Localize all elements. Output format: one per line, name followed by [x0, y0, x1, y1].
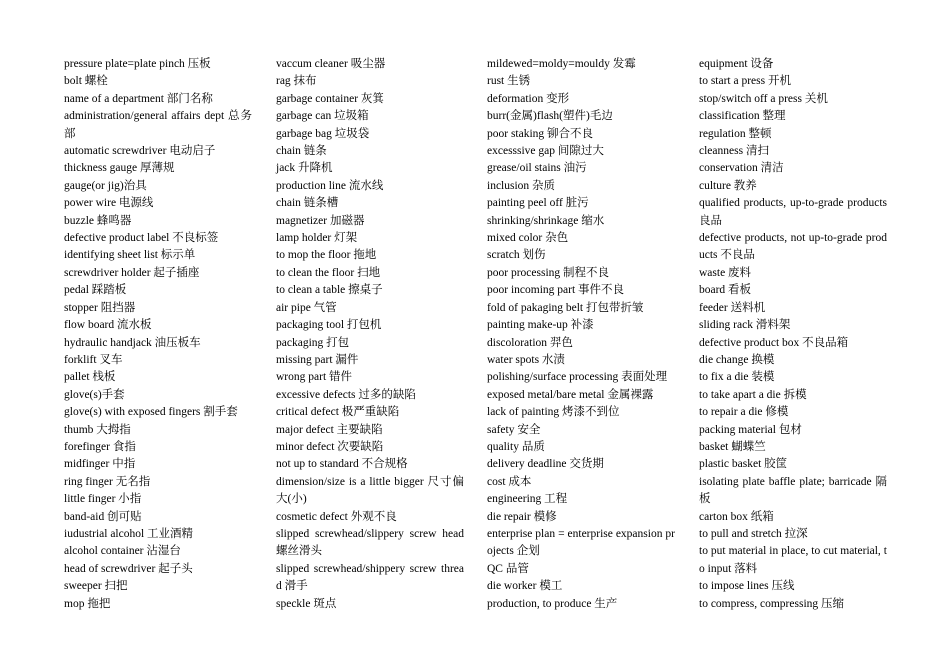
- glossary-entry: to fix a die 装模: [699, 371, 775, 384]
- glossary-entry: slipped screwhead/slippery screw head 螺丝滑头: [276, 527, 464, 558]
- glossary-entry: polishing/surface processing 表面处理: [487, 371, 668, 384]
- glossary-entry: stop/switch off a press 关机: [699, 92, 828, 105]
- glossary-entry: scratch 划伤: [487, 249, 546, 262]
- glossary-entry: to pull and stretch 拉深: [699, 527, 808, 540]
- glossary-entry: defective product label 不良标签: [64, 232, 219, 245]
- glossary-entry: packing material 包材: [699, 423, 802, 436]
- glossary-entry: air pipe 气管: [276, 301, 337, 314]
- glossary-entry: plastic basket 胶筐: [699, 458, 788, 471]
- glossary-entry: shrinking/shrinkage 缩水: [487, 214, 605, 227]
- glossary-entry: lack of painting 烤漆不到位: [487, 406, 620, 419]
- glossary-entry: culture 教养: [699, 179, 757, 192]
- glossary-entry: enterprise plan = enterprise expansion projects 企划: [487, 527, 675, 558]
- glossary-entry: chain 链条: [276, 145, 327, 158]
- glossary-entry: minor defect 次要缺陷: [276, 440, 384, 453]
- glossary-entry: QC 品管: [487, 562, 529, 575]
- glossary-entry: sweeper 扫把: [64, 580, 128, 593]
- glossary-entry: to clean the floor 扫地: [276, 266, 381, 279]
- glossary-entry: bolt 螺栓: [64, 75, 108, 88]
- glossary-entry: identifying sheet list 标示单: [64, 249, 196, 262]
- glossary-entry: slipped screwhead/shippery screw thread 滑手: [276, 562, 464, 593]
- glossary-entry: production, to produce 生产: [487, 597, 618, 610]
- glossary-entry: die repair 模修: [487, 510, 557, 523]
- glossary-entry: thumb 大拇指: [64, 423, 131, 436]
- column-4: [699, 56, 887, 613]
- glossary-entry: die change 换模: [699, 353, 775, 366]
- glossary-entry: forklift 叉车: [64, 353, 123, 366]
- glossary-entry: excessive defects 过多的缺陷: [276, 388, 416, 401]
- glossary-entry: magnetizer 加磁器: [276, 214, 365, 227]
- glossary-entry: cost 成本: [487, 475, 532, 488]
- glossary-entry: wrong part 错件: [276, 371, 353, 384]
- glossary-entry: die worker 模工: [487, 580, 563, 593]
- glossary-entry: classification 整理: [699, 110, 786, 123]
- glossary-entry: fold of pakaging belt 打包带折皱: [487, 301, 644, 314]
- glossary-entry: automatic screwdriver 电动启子: [64, 145, 216, 158]
- glossary-entry: alcohol container 沾湿台: [64, 545, 181, 558]
- glossary-entry: flow board 流水板: [64, 319, 152, 332]
- glossary-entry: engineering 工程: [487, 493, 568, 506]
- column-1: [64, 56, 252, 613]
- glossary-entry: poor staking 铆合不良: [487, 127, 594, 140]
- glossary-entry: rag 抹布: [276, 75, 317, 88]
- glossary-entry: qualified products, up-to-grade products 良品: [699, 197, 887, 227]
- glossary-entry: discoloration 羿色: [487, 336, 573, 349]
- glossary-entry: iudustrial alcohol 工业酒精: [64, 527, 194, 540]
- glossary-entry: vaccum cleaner 吸尘器: [276, 58, 386, 70]
- glossary-entry: isolating plate baffle plate; barricade 隔板: [699, 475, 887, 506]
- glossary-entry: conservation 清洁: [699, 162, 784, 175]
- glossary-entry: to mop the floor 拖地: [276, 249, 377, 262]
- glossary-entry: pressure plate=plate pinch 压板: [64, 58, 211, 70]
- glossary-entry: mop 拖把: [64, 597, 111, 610]
- glossary-entry: painting make-up 补漆: [487, 319, 594, 332]
- glossary-entry: garbage can 垃圾箱: [276, 110, 369, 123]
- glossary-entry: to take apart a die 拆模: [699, 388, 807, 401]
- glossary-entry: ring finger 无名指: [64, 475, 151, 488]
- glossary-entry: power wire 电源线: [64, 197, 154, 210]
- glossary-entry: cosmetic defect 外观不良: [276, 510, 397, 523]
- column-2: [276, 56, 464, 613]
- glossary-entry: mixed color 杂色: [487, 232, 569, 245]
- glossary-entry: garbage container 灰箕: [276, 92, 384, 105]
- glossary-entry: to impose lines 压线: [699, 580, 795, 593]
- glossary-entry: water spots 水渍: [487, 353, 565, 366]
- glossary-entry: to put material in place, to cut material, to input 落料: [699, 545, 887, 575]
- glossary-entry: head of screwdriver 起子头: [64, 562, 193, 575]
- glossary-entry: production line 流水线: [276, 179, 384, 192]
- glossary-entry: deformation 变形: [487, 92, 570, 105]
- glossary-entry: defective product box 不良品箱: [699, 336, 849, 349]
- glossary-entry: buzzle 蜂鸣器: [64, 214, 132, 227]
- glossary-entry: administration/general affairs dept 总务部: [64, 110, 252, 140]
- glossary-entry: mildewed=moldy=mouldy 发霉: [487, 58, 636, 70]
- glossary-entry: basket 蝴蝶竺: [699, 440, 766, 453]
- glossary-entry: exposed metal/bare metal 金属裸露: [487, 388, 654, 401]
- glossary-entry: poor processing 制程不良: [487, 266, 610, 279]
- glossary-entry: forefinger 食指: [64, 440, 136, 453]
- glossary-entry: safety 安全: [487, 423, 541, 436]
- glossary-entry: glove(s) with exposed fingers 割手套: [64, 406, 238, 419]
- glossary-entry: name of a department 部门名称: [64, 92, 213, 105]
- glossary-entry: waste 废料: [699, 266, 752, 279]
- column-3: [487, 56, 675, 613]
- glossary-entry: grease/oil stains 油污: [487, 162, 587, 175]
- glossary-entry: to compress, compressing 压缩: [699, 597, 845, 610]
- glossary-entry: rust 生锈: [487, 75, 531, 88]
- glossary-entry: equipment 设备: [699, 58, 774, 70]
- glossary-entry: garbage bag 垃圾袋: [276, 127, 370, 140]
- glossary-entry: to start a press 开机: [699, 75, 791, 88]
- glossary-entry: pedal 踩踏板: [64, 284, 127, 297]
- glossary-entry: burr(金属)flash(塑件)毛边: [487, 110, 613, 123]
- glossary-entry: sliding rack 滑料架: [699, 319, 791, 332]
- glossary-entry: carton box 纸箱: [699, 510, 774, 523]
- glossary-entry: excesssive gap 间隙过大: [487, 145, 604, 158]
- glossary-entry: jack 升降机: [276, 162, 333, 175]
- glossary-entry: to repair a die 修模: [699, 406, 789, 419]
- glossary-entry: chain 链条槽: [276, 197, 339, 210]
- glossary-entry: missing part 漏件: [276, 353, 359, 366]
- glossary-entry: packaging tool 打包机: [276, 319, 382, 332]
- glossary-entry: dimension/size is a little bigger 尺寸偏大(小): [276, 475, 464, 506]
- glossary-entry: stopper 阻挡器: [64, 301, 136, 314]
- glossary-entry: hydraulic handjack 油压板车: [64, 336, 201, 349]
- glossary-entry: not up to standard 不合规格: [276, 458, 408, 471]
- glossary-entry: regulation 整顿: [699, 127, 772, 140]
- glossary-entry: little finger 小指: [64, 493, 142, 506]
- glossary-entry: cleanness 清扫: [699, 145, 769, 158]
- glossary-entry: pallet 栈板: [64, 371, 116, 384]
- glossary-entry: feeder 送料机: [699, 301, 766, 314]
- glossary-entry: to clean a table 擦桌子: [276, 284, 383, 297]
- glossary-entry: poor incoming part 事件不良: [487, 284, 625, 297]
- glossary-entry: screwdriver holder 起子插座: [64, 266, 200, 279]
- glossary-entry: gauge(or jig)治具: [64, 179, 147, 192]
- glossary-entry: quality 品质: [487, 440, 545, 453]
- glossary-entry: speckle 斑点: [276, 597, 337, 610]
- glossary-entry: defective products, not up-to-grade products 不良品: [699, 232, 887, 262]
- glossary-entry: glove(s)手套: [64, 388, 125, 401]
- glossary-entry: packaging 打包: [276, 336, 350, 349]
- glossary-entry: lamp holder 灯架: [276, 232, 358, 245]
- glossary-entry: critical defect 极严重缺陷: [276, 406, 400, 419]
- glossary-entry: thickness gauge 厚薄规: [64, 162, 175, 175]
- glossary-entry: board 看板: [699, 284, 752, 297]
- glossary-entry: major defect 主要缺陷: [276, 423, 383, 436]
- glossary-entry: band-aid 创可贴: [64, 510, 142, 523]
- glossary-entry: inclusion 杂质: [487, 179, 556, 192]
- glossary-entry: painting peel off 脏污: [487, 197, 589, 210]
- glossary-entry: midfinger 中指: [64, 458, 136, 471]
- glossary-entry: delivery deadline 交货期: [487, 458, 604, 471]
